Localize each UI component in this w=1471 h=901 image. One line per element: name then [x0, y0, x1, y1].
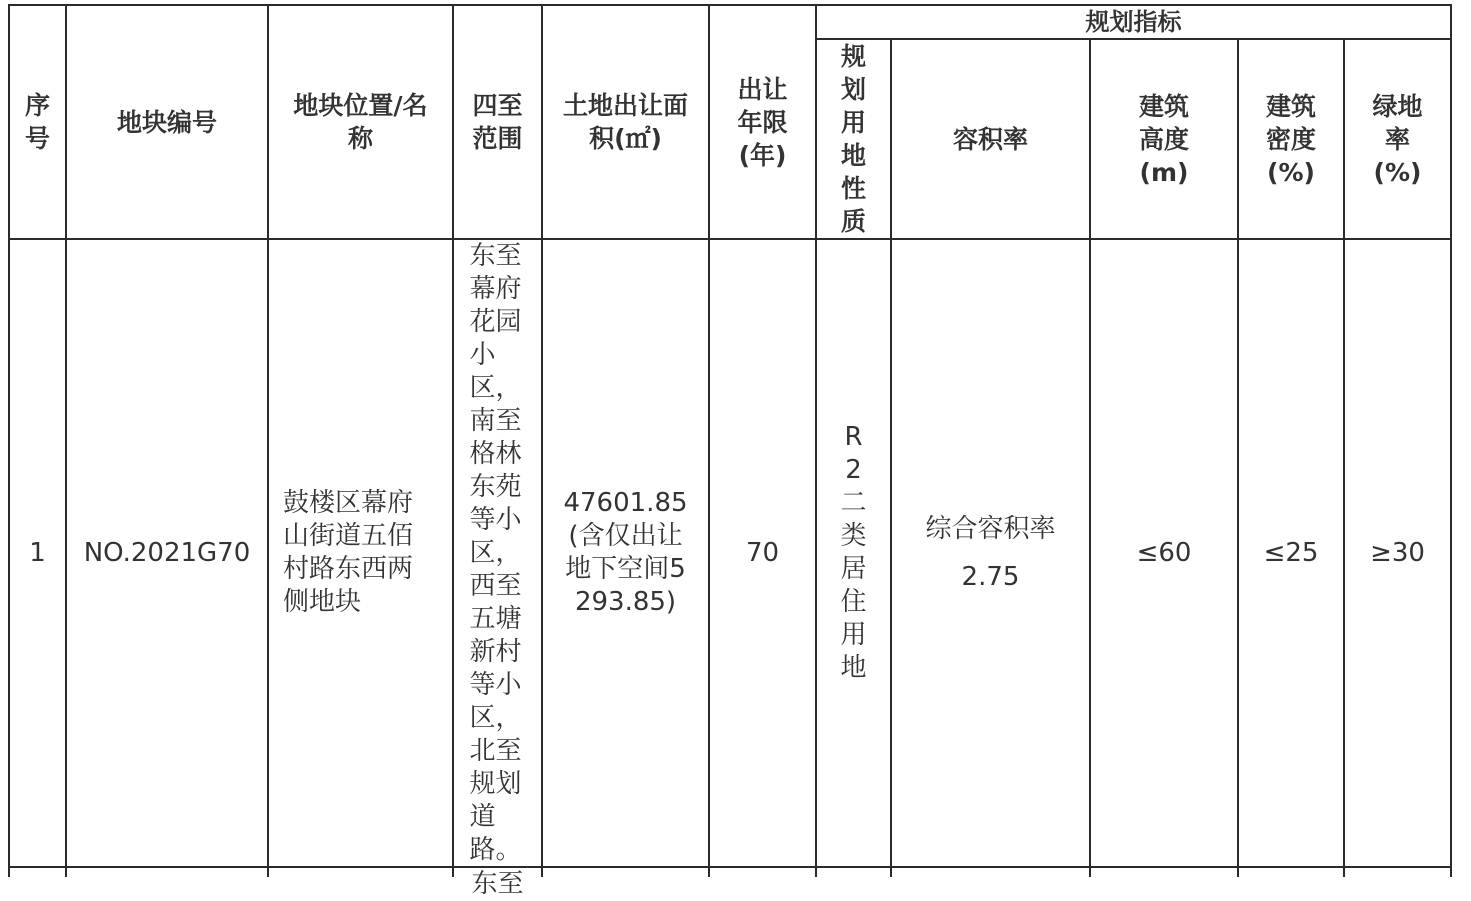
cell-partial-boundaries-value: 东至 — [471, 869, 524, 899]
cell-density — [1238, 239, 1344, 867]
table-row — [9, 239, 1451, 867]
header-term — [709, 5, 816, 239]
cell-land-use — [816, 239, 891, 867]
header-area-label: 土地出让面积(㎡) — [562, 91, 688, 153]
header-location-label: 地块位置/名称 — [293, 91, 428, 153]
cell-far-value: 2.75 — [961, 562, 1020, 592]
cell-boundaries-wrap — [454, 240, 541, 866]
cell-partial — [816, 867, 891, 877]
land-parcel-table — [8, 4, 1452, 899]
cell-boundaries-value: 东至幕府花园小区，南至格林东苑等小区，西至五塘新村等小区，北至规划道路。 — [469, 241, 522, 865]
cell-area-note: (含仅出让地下空间5293.85) — [565, 521, 686, 617]
header-planning-indicators-label: 规划指标 — [1085, 8, 1182, 36]
header-density-label: 建筑密度(%) — [1265, 91, 1316, 187]
cell-partial — [709, 867, 816, 877]
header-seq-label: 序号 — [24, 91, 50, 153]
header-parcel-no-label: 地块编号 — [116, 107, 217, 137]
cell-location-value: 鼓楼区幕府山街道五佰村路东西两侧地块 — [283, 488, 414, 617]
header-area — [542, 5, 709, 239]
cell-location — [268, 239, 453, 867]
header-far — [891, 39, 1090, 239]
cell-partial — [1344, 867, 1451, 877]
header-boundaries — [453, 5, 542, 239]
cell-height-value: ≤60 — [1136, 537, 1192, 568]
cell-partial — [1238, 867, 1344, 877]
cell-far-label: 综合容积率 — [925, 514, 1056, 544]
cell-green-value: ≥30 — [1370, 537, 1425, 568]
header-term-label: 出让年限(年) — [737, 74, 788, 170]
cell-height — [1090, 239, 1238, 867]
header-planning-indicators — [816, 5, 1451, 39]
cell-seq-value: 1 — [29, 537, 46, 568]
cell-partial — [66, 867, 268, 877]
header-seq — [9, 5, 66, 239]
cell-partial — [268, 867, 453, 877]
header-land-use-label: 规划用地性质 — [840, 42, 866, 236]
cell-parcel-no-value: NO.2021G70 — [83, 537, 251, 568]
cell-partial-boundaries-wrap — [454, 868, 541, 899]
cell-partial — [1090, 867, 1238, 877]
header-boundaries-label: 四至范围 — [472, 91, 523, 153]
cell-term-value: 70 — [745, 537, 780, 568]
cell-density-value: ≤25 — [1263, 537, 1319, 568]
cell-partial-boundaries — [453, 867, 542, 899]
header-land-use — [816, 39, 891, 239]
cell-far — [891, 239, 1090, 867]
header-height — [1090, 39, 1238, 239]
cell-area — [542, 239, 709, 867]
cell-partial — [542, 867, 709, 877]
cell-area-value: 47601.85 — [563, 488, 688, 518]
header-density — [1238, 39, 1344, 239]
cell-seq — [9, 239, 66, 867]
header-far-label: 容积率 — [952, 124, 1028, 154]
header-green — [1344, 39, 1451, 239]
table-row-partial — [9, 867, 1451, 877]
cell-boundaries — [453, 239, 542, 867]
header-location — [268, 5, 453, 239]
cell-land-use-value: R2二类居住用地 — [840, 422, 867, 683]
cell-term — [709, 239, 816, 867]
header-row-1 — [9, 5, 1451, 39]
header-parcel-no — [66, 5, 268, 239]
cell-parcel-no — [66, 239, 268, 867]
cell-green — [1344, 239, 1451, 867]
cell-partial — [891, 867, 1090, 877]
header-height-label: 建筑高度(m) — [1138, 91, 1189, 187]
header-green-label: 绿地率(%) — [1372, 91, 1423, 187]
cell-partial — [9, 867, 66, 877]
